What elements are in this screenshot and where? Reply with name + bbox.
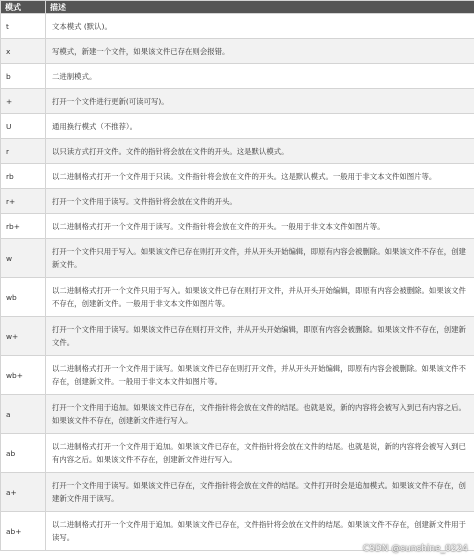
table-row [1,239,474,278]
mode-cell: ab+ [1,512,46,551]
mode-cell: r [1,139,46,164]
desc-cell: 打开一个文件用于读写。如果该文件已存在，文件指针将会放在文件的结尾。文件打开时会是追加模式。如果该文件不存在，创建新文件用于读写。 [46,473,474,512]
mode-cell: rb+ [1,214,46,239]
mode-cell: rb [1,164,46,189]
desc-cell: 打开一个文件只用于写入。如果该文件已存在则打开文件，并从开头开始编辑，即原有内容会被删除。如果该文件不存在，创建新文件。 [46,239,474,278]
table-row [1,356,474,395]
table-row [1,189,474,214]
mode-cell: + [1,89,46,114]
mode-cell: x [1,39,46,64]
desc-cell: 以二进制格式打开一个文件用于追加。如果该文件已存在，文件指针将会放在文件的结尾。如果该文件不存在，创建新文件用于读写。 [46,512,474,551]
desc-cell: 以二进制格式打开一个文件用于追加。如果该文件已存在，文件指针将会放在文件的结尾。也就是说，新的内容将会被写入到已有内容之后。如果该文件不存在，创建新文件进行写入。 [46,434,474,473]
table-row [1,395,474,434]
csdn-watermark: CSDN @sunshine_0224 [362,544,468,554]
desc-cell: 写模式，新建一个文件，如果该文件已存在则会报错。 [46,39,474,64]
table-row [1,64,474,89]
mode-cell: r+ [1,189,46,214]
table-row [1,434,474,473]
mode-cell: w+ [1,317,46,356]
mode-cell: b [1,64,46,89]
table-row [1,139,474,164]
mode-cell: a [1,395,46,434]
desc-cell: 打开一个文件用于读写。如果该文件已存在则打开文件，并从开头开始编辑，即原有内容会被删除。如果该文件不存在，创建新文件。 [46,317,474,356]
header-desc: 描述 [46,1,474,14]
table-row [1,473,474,512]
mode-cell: a+ [1,473,46,512]
table-row [1,278,474,317]
desc-cell: 打开一个文件进行更新(可读可写)。 [46,89,474,114]
table-header-row [1,1,474,14]
desc-cell: 文本模式 (默认)。 [46,14,474,39]
desc-cell: 以二进制格式打开一个文件只用于写入。如果该文件已存在则打开文件，并从开头开始编辑，即原有内容会被删除。如果该文件不存在，创建新文件。一般用于非文本文件如图片等。 [46,278,474,317]
mode-cell: w [1,239,46,278]
desc-cell: 以二进制格式打开一个文件用于读写。文件指针将会放在文件的开头。一般用于非文本文件如图片等。 [46,214,474,239]
header-mode: 模式 [1,1,46,14]
mode-cell: wb+ [1,356,46,395]
desc-cell: 以只读方式打开文件。文件的指针将会放在文件的开头。这是默认模式。 [46,139,474,164]
table-row [1,39,474,64]
mode-cell: ab [1,434,46,473]
desc-cell: 二进制模式。 [46,64,474,89]
desc-cell: 以二进制格式打开一个文件用于只读。文件指针将会放在文件的开头。这是默认模式。一般用于非文本文件如图片等。 [46,164,474,189]
table-row [1,214,474,239]
table-row [1,14,474,39]
mode-cell: wb [1,278,46,317]
desc-cell: 以二进制格式打开一个文件用于读写。如果该文件已存在则打开文件，并从开头开始编辑，即原有内容会被删除。如果该文件不存在，创建新文件。一般用于非文本文件如图片等。 [46,356,474,395]
desc-cell: 通用换行模式（不推荐）。 [46,114,474,139]
desc-cell: 打开一个文件用于追加。如果该文件已存在，文件指针将会放在文件的结尾。也就是说，新的内容将会被写入到已有内容之后。如果该文件不存在，创建新文件进行写入。 [46,395,474,434]
table-row [1,114,474,139]
desc-cell: 打开一个文件用于读写。文件指针将会放在文件的开头。 [46,189,474,214]
mode-cell: U [1,114,46,139]
table-row [1,89,474,114]
table-row [1,164,474,189]
table-row [1,317,474,356]
mode-cell: t [1,14,46,39]
